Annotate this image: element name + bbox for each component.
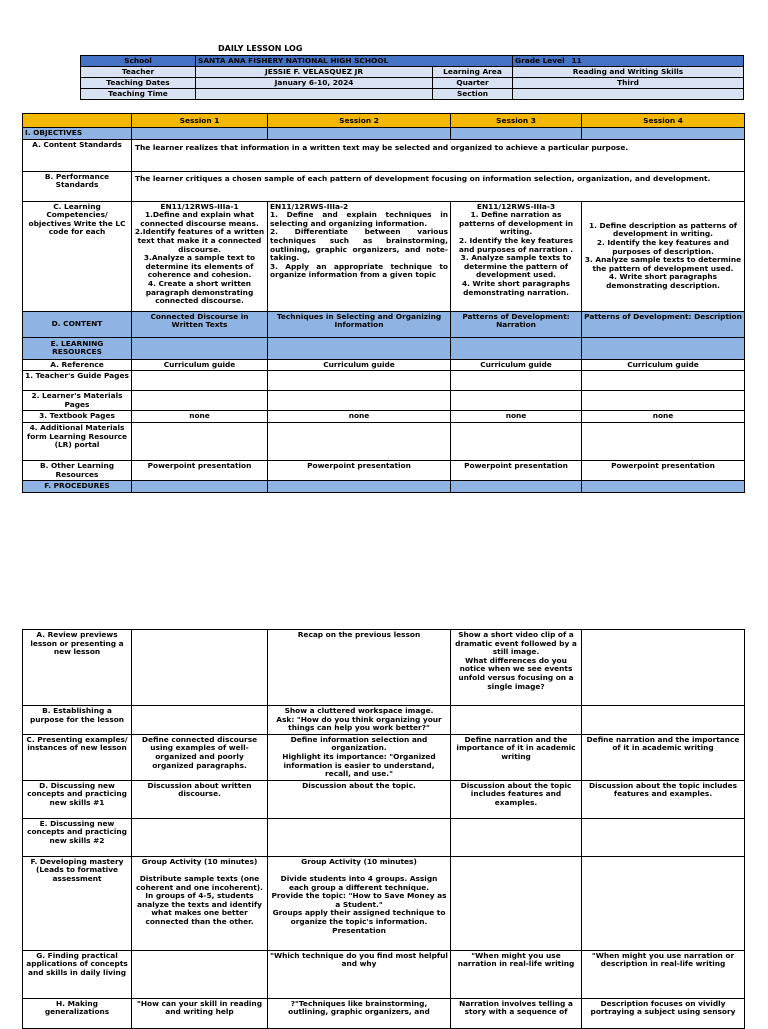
session-3-header: Session 3 [451,114,582,128]
other-resources-label: B. Other Learning Resources [23,460,132,480]
generalizations-session-3: Narration involves telling a story with a sequence of [451,998,582,1028]
review-session-4 [582,630,745,706]
reference-label: A. Reference [23,359,132,371]
teachers-guide-label: 1. Teacher's Guide Pages [23,371,132,391]
content-session-4: Patterns of Development: Description [582,311,745,337]
review-session-3: Show a short video clip of a dramatic event followed by a still image. What differences do you notice when we see events unfold versus focusing on a single image? [451,630,582,706]
grade-level-label: Grade Level [513,56,568,67]
learners-materials-label: 2. Learner's Materials Pages [23,391,132,411]
textbook-pages-label: 3. Textbook Pages [23,411,132,423]
textbook-session-2: none [268,411,451,423]
other-resources-session-2: Powerpoint presentation [268,460,451,480]
teaching-dates-label: Teaching Dates [81,78,196,89]
discussing-2-label: E. Discussing new concepts and practicing new skills #2 [23,818,132,856]
discussing-1-session-1: Discussion about written discourse. [132,780,268,818]
content-session-2: Techniques in Selecting and Organizing Information [268,311,451,337]
teaching-time-label: Teaching Time [81,89,196,100]
reference-session-2: Curriculum guide [268,359,451,371]
reference-session-4: Curriculum guide [582,359,745,371]
learning-area-value: Reading and Writing Skills [513,67,744,78]
learning-resources-label: E. LEARNING RESOURCES [23,337,132,359]
learning-area-label: Learning Area [433,67,513,78]
other-resources-session-4: Powerpoint presentation [582,460,745,480]
generalizations-session-1: "How can your skill in reading and writing help [132,998,268,1028]
review-session-2: Recap on the previous lesson [268,630,451,706]
generalizations-session-4: Description focuses on vividly portraying a subject using sensory [582,998,745,1028]
purpose-session-2: Show a cluttered workspace image. Ask: "How do you think organizing your things can help you work better?" [268,706,451,735]
objectives-label: I. OBJECTIVES [23,128,132,140]
practical-applications-label: G. Finding practical applications of concepts and skills in daily living [23,950,132,998]
lc-session-2: EN11/12RWS-IIIa-2 1. Define and explain techniques in selecting and organizing information. 2. Differentiate between various techniques such as brainstorming, outlining, graphic organizers, and note-taking. 3. Apply an appropriate technique to organize information from a given topic [268,201,451,311]
performance-standards-value: The learner critiques a chosen sample of each pattern of development focusing on information selection, organization, and development. [132,171,745,201]
header-info-table [80,55,744,100]
reference-session-3: Curriculum guide [451,359,582,371]
presenting-session-2: Define information selection and organization. Highlight its importance: "Organized information is easier to understand, recall, and use." [268,734,451,780]
additional-materials-label: 4. Additional Materials form Learning Resource (LR) portal [23,422,132,460]
quarter-label: Quarter [433,78,513,89]
generalizations-session-2: ?"Techniques like brainstorming, outlining, graphic organizers, and [268,998,451,1028]
school-value: SANTA ANA FISHERY NATIONAL HIGH SCHOOL [196,56,513,67]
corner-cell [23,114,132,128]
presenting-session-4: Define narration and the importance of it in academic writing [582,734,745,780]
applications-session-2: "Which technique do you find most helpful and why [268,950,451,998]
content-session-1: Connected Discourse in Written Texts [132,311,268,337]
session-1-header: Session 1 [132,114,268,128]
session-2-header: Session 2 [268,114,451,128]
generalizations-label: H. Making generalizations [23,998,132,1028]
lc-session-3: EN11/12RWS-IIIa-3 1. Define narration as patterns of development in writing. 2. Identify the key features and purposes of narration . 3. Analyze sample texts to determine the pattern of development used. 4. Write short paragraphs demonstrating narration. [451,201,582,311]
applications-session-4: "When might you use narration or description in real-life writing [582,950,745,998]
discussing-1-label: D. Discussing new concepts and practicing new skills #1 [23,780,132,818]
presenting-session-3: Define narration and the importance of it in academic writing [451,734,582,780]
section-value [513,89,744,100]
reference-session-1: Curriculum guide [132,359,268,371]
review-lesson-label: A. Review previews lesson or presenting a new lesson [23,630,132,706]
quarter-value: Third [513,78,744,89]
document-title: DAILY LESSON LOG [218,44,303,53]
other-resources-session-3: Powerpoint presentation [451,460,582,480]
section-label: Section [433,89,513,100]
content-session-3: Patterns of Development: Narration [451,311,582,337]
lc-session-1: EN11/12RWS-IIIa-1 1.Define and explain what connected discourse means. 2.Identify features of a written text that make it a connected discourse. 3.Analyze a sample text to determine its elements of coherence and cohesion. 4. Create a short written paragraph demonstrating connected discourse. [132,201,268,311]
developing-mastery-label: F. Developing mastery (Leads to formative assessment [23,856,132,950]
teacher-label: Teacher [81,67,196,78]
textbook-session-3: none [451,411,582,423]
purpose-label: B. Establishing a purpose for the lesson [23,706,132,735]
learning-competencies-label: C. Learning Competencies/ objectives Write the LC code for each [23,201,132,311]
applications-session-3: "When might you use narration in real-life writing [451,950,582,998]
presenting-examples-label: C. Presenting examples/ instances of new lesson [23,734,132,780]
content-standards-label: A. Content Standards [23,139,132,171]
presenting-session-1: Define connected discourse using examples of well-organized and poorly organized paragraphs. [132,734,268,780]
other-resources-session-1: Powerpoint presentation [132,460,268,480]
review-session-1 [132,630,268,706]
discussing-1-session-3: Discussion about the topic includes features and examples. [451,780,582,818]
session-4-header: Session 4 [582,114,745,128]
teaching-time-value [196,89,433,100]
grade-level-value: 11 [568,56,744,67]
teaching-dates-value: January 6-10, 2024 [196,78,433,89]
lc-session-4: 1. Define description as patterns of development in writing. 2. Identify the key features and purposes of description. 3. Analyze sample texts to determine the pattern of development used. 4. Write short paragraphs demonstrating description. [582,201,745,311]
content-label: D. CONTENT [23,311,132,337]
lesson-log-table-page1 [22,113,745,493]
discussing-1-session-4: Discussion about the topic includes features and examples. [582,780,745,818]
lesson-log-table-page2 [22,629,745,1029]
textbook-session-4: none [582,411,745,423]
procedures-label: F. PROCEDURES [23,481,132,493]
school-label: School [81,56,196,67]
mastery-session-2: Group Activity (10 minutes) Divide students into 4 groups. Assign each group a different technique. Provide the topic: "How to Save Money as a Student." Groups apply their assigned technique to organize the topic's information. Presentation [268,856,451,950]
teacher-value: JESSIE F. VELASQUEZ JR [196,67,433,78]
content-standards-value: The learner realizes that information in a written text may be selected and organized to achieve a particular purpose. [132,139,745,171]
textbook-session-1: none [132,411,268,423]
mastery-session-1: Group Activity (10 minutes) Distribute sample texts (one coherent and one incoherent). In groups of 4-5, students analyze the texts and identify what makes one better connected than the other. [132,856,268,950]
discussing-1-session-2: Discussion about the topic. [268,780,451,818]
performance-standards-label: B. Performance Standards [23,171,132,201]
